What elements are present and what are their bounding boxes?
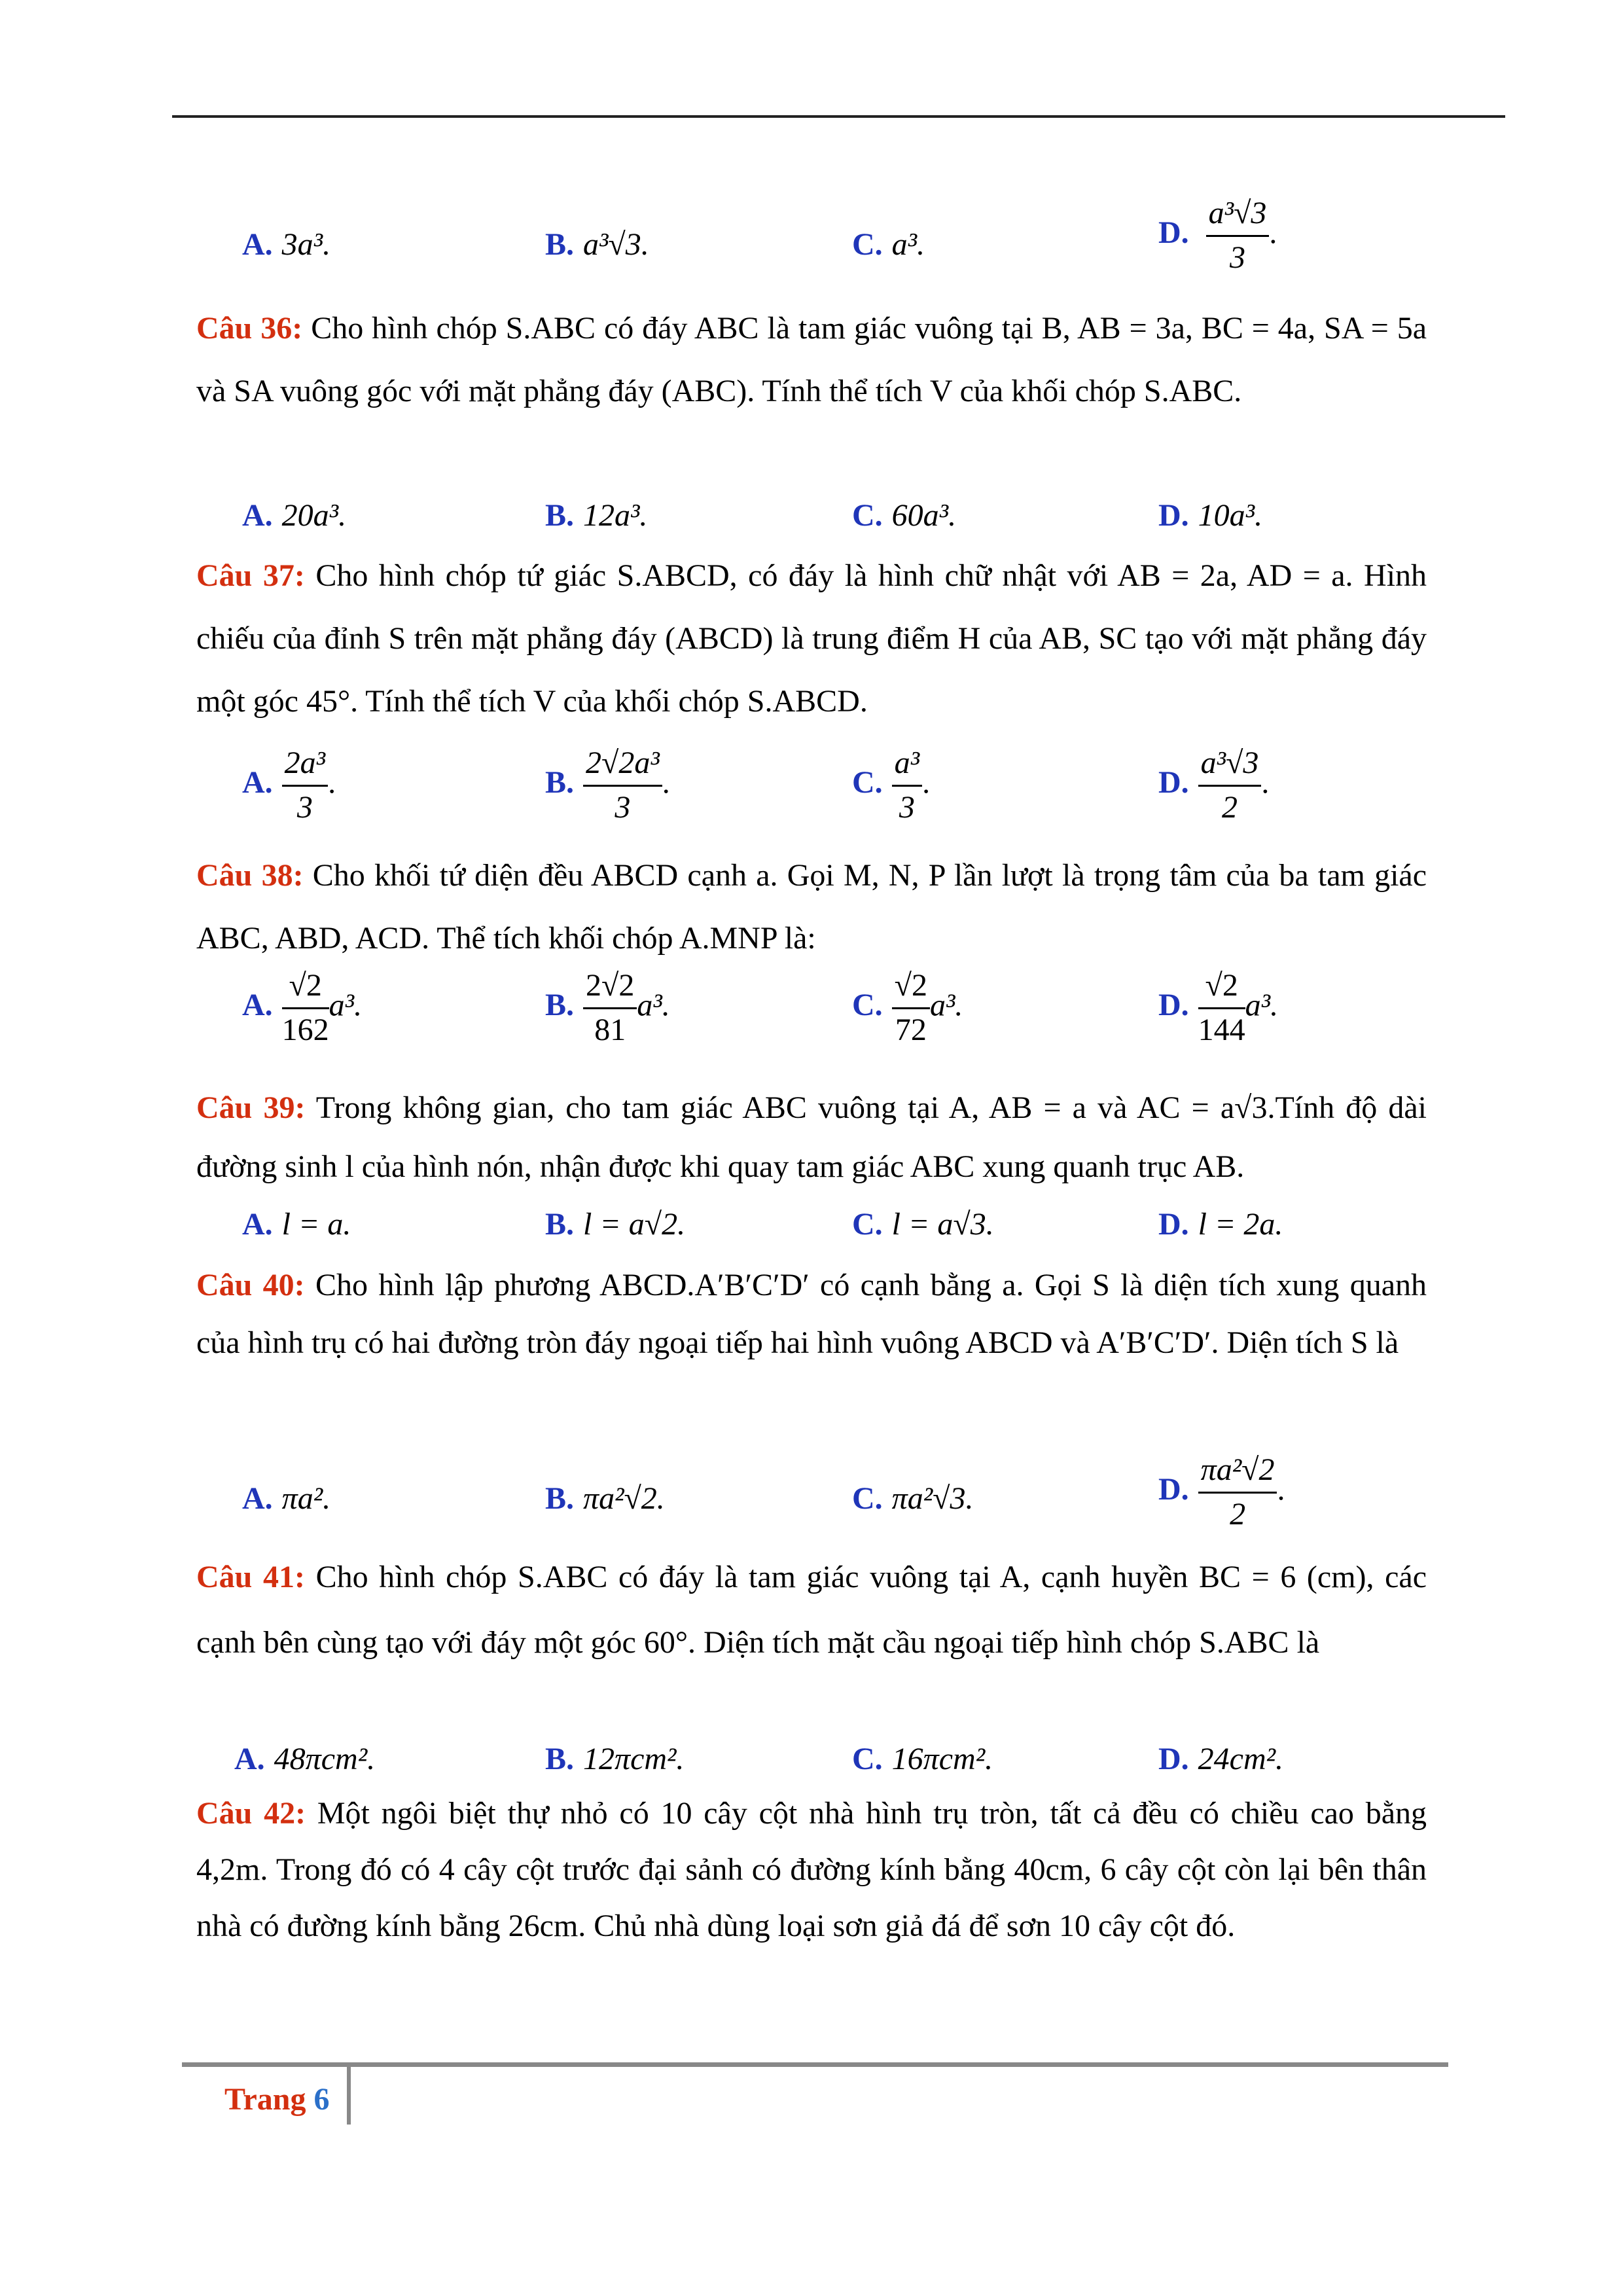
text-span: C.: [852, 498, 883, 533]
q40-option-d: D. $\frac{\text{πa²√2}}{2}$ .: [1158, 1452, 1285, 1532]
text-span: 20a³.: [281, 498, 347, 533]
q39-option-d: [1158, 1206, 1283, 1242]
fraction: [892, 746, 922, 825]
q36-option-c: [852, 497, 956, 533]
text-span: D.: [1158, 1207, 1189, 1242]
q39-option-c: [852, 1206, 994, 1242]
text-span: D.: [1158, 765, 1189, 800]
text-span: C.: [852, 988, 883, 1023]
q37-option-a: A. $\frac{\text{2a³}}{3}$ .: [242, 745, 336, 825]
text-span: D.: [1158, 498, 1189, 533]
text-span: A.: [242, 227, 273, 262]
question-40: [196, 1257, 1427, 1372]
text-span: D.: [1158, 988, 1189, 1023]
question-37-text: Cho hình chóp tứ giác S.ABCD, có đáy là hình chữ nhật với AB = 2a, AD = a. Hình chiếu của đỉnh S trên mặt phẳng đáy (ABCD) là trung điểm H của AB, SC tạo với mặt phẳng đáy một góc 45°. Tính thể tích V của khối chóp S.ABCD.: [196, 558, 1427, 719]
q38-option-c: [852, 969, 963, 1048]
text-span: πa²√2: [1198, 1453, 1277, 1494]
text-span: 3: [296, 789, 313, 825]
text-span: C.: [852, 227, 883, 262]
question-36: [196, 297, 1427, 423]
q35-option-d: D. $\frac{\text{a³√3}}{3}$ .: [1158, 196, 1277, 275]
text-span: 2√2a³: [583, 746, 662, 787]
text-span: 12πcm².: [583, 1742, 685, 1776]
text-span: 144: [1198, 1012, 1245, 1047]
q37-option-c: C. $\frac{\text{a³}}{3}$ .: [852, 745, 931, 825]
fraction: [1206, 196, 1270, 276]
text-span: l = a√2.: [583, 1207, 686, 1242]
text-span: Câu 41:: [196, 1560, 305, 1594]
text-span: Câu 38:: [196, 858, 304, 893]
fraction: [892, 969, 930, 1048]
text-span: √2: [1198, 969, 1245, 1009]
text-span: l = 2a.: [1198, 1207, 1283, 1242]
text-span: Câu 40:: [196, 1268, 305, 1302]
text-span: πa²√2.: [583, 1481, 665, 1516]
text-span: Câu 42:: [196, 1796, 306, 1831]
page-footer: [224, 2081, 329, 2117]
text-span: a³.: [930, 988, 963, 1023]
text-span: D.: [1158, 1742, 1189, 1776]
q40-option-a: [242, 1480, 330, 1516]
text-span: a³.: [329, 988, 363, 1023]
fraction: [583, 746, 662, 825]
footer-rule: [182, 2062, 1448, 2067]
text-span: 3a³.: [281, 227, 331, 262]
q41-option-b: [545, 1741, 684, 1777]
text-span: 72: [895, 1012, 927, 1047]
text-span: A.: [242, 1207, 273, 1242]
q39-option-b: [545, 1206, 685, 1242]
q41-option-a: [234, 1741, 375, 1777]
q40-option-c: [852, 1480, 973, 1516]
question-38-text: Cho khối tứ diện đều ABCD cạnh a. Gọi M, N, P lần lượt là trọng tâm của ba tam giác ABC, ABD, ACD. Thể tích khối chóp A.MNP là:: [196, 858, 1427, 956]
q37-option-b: B. $\frac{\text{2√2a³}}{3}$ .: [545, 745, 670, 825]
text-span: 3: [899, 789, 915, 825]
text-span: a³√3: [1206, 196, 1270, 237]
text-span: B.: [545, 227, 575, 262]
page-number: 6: [313, 2082, 330, 2117]
fraction: [1198, 746, 1262, 825]
text-span: A.: [234, 1742, 265, 1776]
fraction: [282, 969, 329, 1048]
text-span: 2a³: [282, 746, 328, 787]
q38-option-d: [1158, 969, 1278, 1048]
question-36-text: Cho hình chóp S.ABC có đáy ABC là tam giác vuông tại B, AB = 3a, BC = 4a, SA = 5a và SA vuông góc với mặt phẳng đáy (ABC). Tính thể tích V của khối chóp S.ABC.: [196, 311, 1427, 408]
text-span: √2: [282, 969, 329, 1009]
text-span: 2√2: [583, 969, 637, 1009]
text-span: C.: [852, 1481, 883, 1516]
text-span: πa².: [281, 1481, 331, 1516]
text-span: 60a³.: [891, 498, 957, 533]
text-span: a³√3: [1198, 746, 1262, 787]
text-span: B.: [545, 1481, 575, 1516]
question-39: [196, 1079, 1427, 1196]
q36-option-a: [242, 497, 346, 533]
text-span: B.: [545, 765, 575, 800]
text-span: Câu 36:: [196, 311, 303, 346]
text-span: a³.: [891, 227, 925, 262]
text-span: 3: [615, 789, 631, 825]
q39-option-a: [242, 1206, 351, 1242]
q37-option-d: D. $\frac{\text{a³√3}}{2}$ .: [1158, 745, 1270, 825]
text-span: B.: [545, 1742, 575, 1776]
q36-option-d: [1158, 497, 1262, 533]
header-rule: [172, 115, 1505, 118]
text-span: 48πcm².: [274, 1742, 376, 1776]
q38-option-b: [545, 969, 670, 1048]
fraction: [583, 969, 637, 1048]
q35-option-a: [242, 226, 330, 262]
text-span: C.: [852, 1207, 883, 1242]
q38-option-a: [242, 969, 362, 1048]
text-span: D.: [1158, 1472, 1189, 1507]
text-span: Trang: [224, 2082, 306, 2117]
text-span: B.: [545, 1207, 575, 1242]
text-span: 3: [1230, 240, 1246, 275]
text-span: C.: [852, 765, 883, 800]
text-span: 10a³.: [1198, 498, 1263, 533]
text-span: l = a√3.: [891, 1207, 994, 1242]
question-41-text: Cho hình chóp S.ABC có đáy là tam giác vuông tại A, cạnh huyền BC = 6 (cm), các cạnh bên cùng tạo với đáy một góc 60°. Diện tích mặt cầu ngoại tiếp hình chóp S.ABC là: [196, 1560, 1427, 1660]
question-38: [196, 844, 1427, 970]
text-span: 12a³.: [583, 498, 648, 533]
footer-divider: [347, 2066, 351, 2125]
text-span: √2: [892, 969, 930, 1009]
text-span: C.: [852, 1742, 883, 1776]
text-span: 16πcm².: [891, 1742, 993, 1776]
text-span: a³√3.: [583, 227, 649, 262]
text-span: 2: [1222, 789, 1238, 825]
q35-option-b: [545, 226, 649, 262]
question-40-text: Cho hình lập phương ABCD.A′B′C′D′ có cạnh bằng a. Gọi S là diện tích xung quanh của hình trụ có hai đường tròn đáy ngoại tiếp hai hình vuông ABCD và A′B′C′D′. Diện tích S là: [196, 1268, 1427, 1360]
q41-option-c: [852, 1741, 993, 1777]
question-41: [196, 1545, 1427, 1676]
text-span: Câu 37:: [196, 558, 305, 593]
fraction: [1198, 1453, 1277, 1532]
text-span: D.: [1158, 215, 1189, 251]
text-span: 24cm².: [1198, 1742, 1284, 1776]
text-span: a³: [892, 746, 922, 787]
q40-option-b: [545, 1480, 665, 1516]
q35-option-c: [852, 226, 925, 262]
fraction: [1198, 969, 1245, 1048]
text-span: a³.: [1245, 988, 1279, 1023]
question-42-text: Một ngôi biệt thự nhỏ có 10 cây cột nhà hình trụ tròn, tất cả đều có chiều cao bằng 4,2m. Trong đó có 4 cây cột trước đại sảnh có đường kính bằng 40cm, 6 cây cột còn lại bên thân nhà có đường kính bằng 26cm. Chủ nhà dùng loại sơn giả đá để sơn 10 cây cột đó.: [196, 1796, 1427, 1943]
text-span: a³.: [637, 988, 670, 1023]
text-span: Câu 39:: [196, 1090, 306, 1125]
text-span: 2: [1230, 1496, 1246, 1532]
text-span: B.: [545, 498, 575, 533]
text-span: 162: [281, 1012, 329, 1047]
q36-option-b: [545, 497, 647, 533]
text-span: A.: [242, 1481, 273, 1516]
question-37: [196, 545, 1427, 733]
text-span: A.: [242, 765, 273, 800]
question-42: [196, 1785, 1427, 1954]
q41-option-d: [1158, 1741, 1283, 1777]
text-span: B.: [545, 988, 575, 1023]
text-span: πa²√3.: [891, 1481, 974, 1516]
question-39-text: Trong không gian, cho tam giác ABC vuông tại A, AB = a và AC = a√3.Tính độ dài đường sinh l của hình nón, nhận được khi quay tam giác ABC xung quanh trục AB.: [196, 1090, 1427, 1184]
text-span: 81: [594, 1012, 626, 1047]
text-span: l = a.: [281, 1207, 351, 1242]
text-span: A.: [242, 988, 273, 1023]
fraction: [282, 746, 328, 825]
text-span: A.: [242, 498, 273, 533]
